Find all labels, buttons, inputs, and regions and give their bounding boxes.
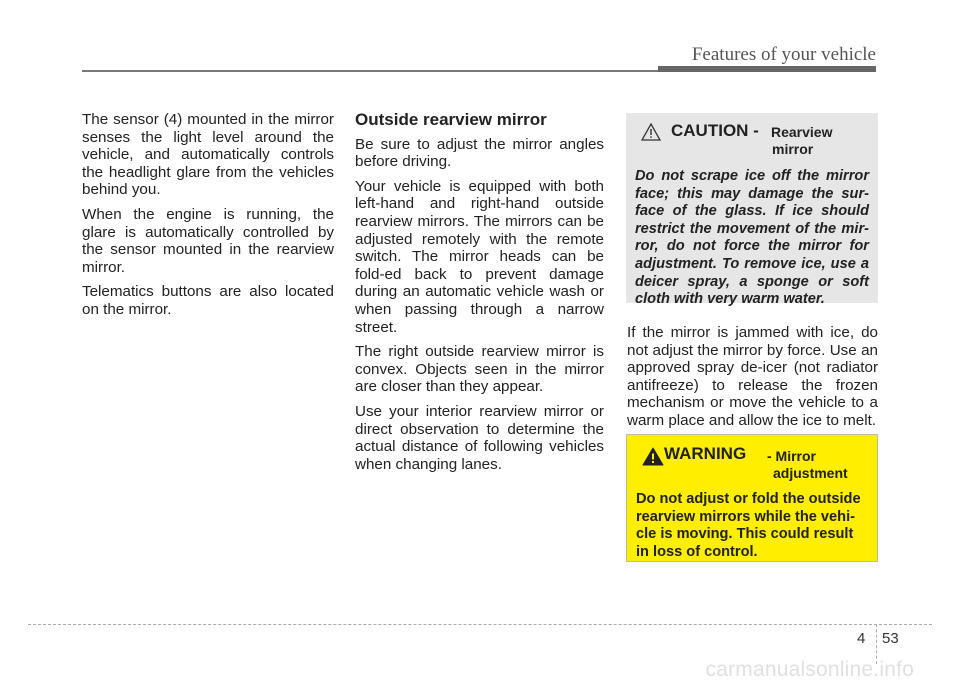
paragraph: When the engine is running, the glare is automatically controlled by the sensor mounted in the rearview mirror. — [82, 205, 334, 276]
paragraph: If the mirror is jammed with ice, do not adjust the mirror by force. Use an approved spray de-icer (not radiator antifreeze) to release the frozen mechanism or move the vehicle to a warm place and allow the ice to melt. — [627, 324, 878, 429]
header-rule-accent — [658, 66, 876, 72]
paragraph: Use your interior rearview mirror or direct observation to determine the actual distance of following vehicles when changing lanes. — [355, 402, 604, 473]
column-right-text — [627, 324, 878, 430]
column-left — [82, 111, 334, 326]
section-heading: Outside rearview mirror — [355, 110, 547, 129]
warning-header — [636, 444, 868, 482]
paragraph: Your vehicle is equipped with both left-hand and right-hand outside rearview mirrors. The mirrors can be adjusted remotely with the remote switch. The mirror heads can be fold-ed back to prevent damage during an automatic vehicle wash or when passing through a narrow street. — [355, 177, 604, 336]
caution-subtitle: Rearview — [771, 124, 833, 140]
warning-body: Do not adjust or fold the outside rearview mirrors while the vehi-cle is moving. This could result in loss of control. — [636, 491, 861, 560]
page-header-title: Features of your vehicle — [691, 44, 876, 65]
caution-label: CAUTION - — [671, 121, 759, 140]
caution-triangle-icon — [641, 123, 661, 141]
caution-box — [626, 113, 878, 308]
paragraph: Be sure to adjust the mirror angles before driving. — [355, 135, 604, 171]
page-number: 53 — [882, 630, 899, 647]
caution-body: Do not scrape ice off the mirror face; this may damage the sur-face of the glass. If ice should restrict the movement of the mir-ror, do not force the mirror for adjustment. To remove ice, use a deicer spray, a sponge or soft cloth with very warm water. — [635, 168, 869, 308]
watermark: carmanualsonline.info — [705, 658, 914, 681]
column-middle — [355, 111, 604, 480]
paragraph: The sensor (4) mounted in the mirror senses the light level around the vehicle, and automatically controls the headlight glare from the vehicles behind you. — [82, 111, 334, 199]
warning-subtitle: adjustment — [773, 465, 848, 481]
caution-subtitle: mirror — [772, 141, 814, 157]
warning-subtitle: - Mirror — [767, 448, 816, 464]
chapter-number: 4 — [857, 630, 866, 647]
warning-triangle-icon — [642, 447, 664, 466]
warning-box — [626, 434, 878, 562]
footer-rule — [28, 624, 932, 625]
warning-label: WARNING — [664, 444, 747, 463]
paragraph: Telematics buttons are also located on the mirror. — [82, 283, 334, 318]
paragraph: The right outside rearview mirror is convex. Objects seen in the mirror are closer than they appear. — [355, 343, 604, 396]
caution-header — [635, 121, 869, 161]
